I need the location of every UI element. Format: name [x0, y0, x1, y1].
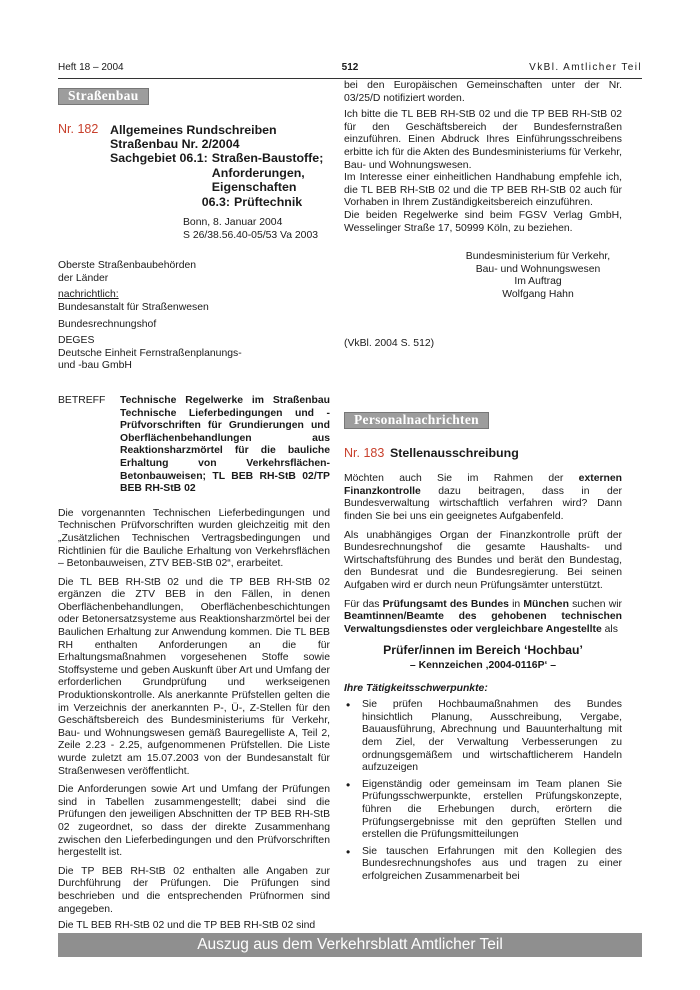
recipients — [58, 260, 330, 373]
signature-line: Wolfgang Hahn — [502, 288, 574, 300]
body-text — [58, 508, 330, 933]
running-header — [58, 62, 642, 76]
date-reference — [183, 217, 330, 242]
item-number: Nr. 183 — [344, 445, 385, 460]
recipient: Bundesrechnungshof — [58, 318, 157, 330]
page-number: 512 — [341, 62, 359, 73]
title-line: Straßenbau Nr. 2/2004 — [110, 137, 240, 151]
paragraph: Im Interesse einer einheitlichen Handhabung empfehle ich, die TL BEB RH-StB 02 und die TP BEB RH-StB 02 auch für Vorhaben in Ihrem Zuständigkeitsbereich einzuführen. — [344, 172, 622, 209]
title-line: Allgemeines Rundschreiben — [110, 122, 277, 137]
signature-line: Im Auftrag — [514, 276, 562, 288]
subject-value: Anforderungen, — [211, 165, 305, 180]
source-reference: (VkBl. 2004 S. 512) — [344, 337, 435, 349]
header-divider — [58, 78, 642, 79]
list-item: • Eigenständig oder gemeinsam im Team planen Sie Prüfungsschwerpunkte, erstellen Prüfungskonzepte, führen die Erhebungen durch, erörtern die Prüfungsergebnisse mit den geprüften Stellen und erstellen die Prüfungsmitteilungen — [344, 779, 622, 842]
left-column — [58, 88, 330, 933]
paragraph: Die vorgenannten Technischen Lieferbedingungen und Technischen Prüfvorschriften wurden gleichzeitig mit den „Zusätzlichen Technischen Vertragsbedingungen und Richtlinien für die Bauliche Erhaltung von Verkehrsflächen – Betonbauweisen, ZTV BEB-StB 02“, erarbeitet. — [58, 507, 330, 570]
item-header — [344, 447, 622, 460]
file-reference: S 26/38.56.40-05/53 Va 2003 — [183, 229, 318, 241]
item-title — [110, 123, 323, 209]
subject-key: 06.3: — [201, 194, 230, 209]
paragraph: Die TL BEB RH-StB 02 und die TP BEB RH-StB 02 sind — [58, 920, 316, 932]
subject-label: BETREFF — [58, 394, 106, 406]
subject-values — [208, 151, 324, 194]
text-span: in — [508, 598, 524, 610]
subject-value: Straßen-Baustoffe; — [211, 151, 324, 166]
section-heading-strassenbau: Straßenbau — [58, 88, 149, 105]
subject-block — [58, 395, 330, 496]
subject-text: Technische Regelwerke im Straßenbau Technische Lieferbedingungen und -Prüfvorschriften für Grundierungen und Oberflächenbehandlungen aus Reaktionsharzmörtel für die bauliche Erhaltung von Verkehrsflächen-Betonbauweisen; TL BEB RH-StB 02/TP BEB RH-StB 02 — [120, 394, 330, 495]
paragraph: bei den Europäischen Gemeinschaften unter der Nr. 03/25/D notifiziert worden. — [344, 80, 622, 104]
recipient: Bundesanstalt für Straßenwesen — [58, 302, 209, 313]
right-column — [344, 80, 622, 888]
date-line: Bonn, 8. Januar 2004 — [183, 217, 283, 229]
item-number: Nr. 182 — [58, 121, 99, 136]
text-bold: Beamtinnen/Beamte des gehobenen technischen Verwaltungsdienstes oder vergleichbare Angestellte — [344, 611, 622, 635]
text-span: Für das — [344, 598, 383, 610]
text-span: suchen wir — [568, 598, 622, 610]
item-title: Stellenausschreibung — [390, 445, 519, 460]
recipient: Deutsche Einheit Fernstraßenplanungs- — [58, 347, 242, 359]
text-bold: Prüfungsamt des Bundes — [382, 598, 509, 610]
cc-label: nachrichtlich: — [58, 289, 119, 301]
signature-block — [454, 251, 622, 301]
recipient: Oberste Straßenbaubehörden — [58, 260, 197, 272]
paragraph: Als unabhängiges Organ der Finanzkontrolle prüft der Bundesrechnungshof die gesamte Haushalts- und Wirtschaftsführung des Bundes und berät den Bundestag, den Bundesrat und die Bundesregierung. Bei seinen Aufgaben wird er durch neun Prüfungsämter unterstützt. — [344, 529, 622, 592]
subject-value: Prüftechnik — [234, 194, 303, 209]
paragraph — [344, 599, 622, 637]
paragraph: Die Anforderungen sowie Art und Umfang der Prüfungen sind in Tabellen zusammengestellt; dabei sind die Prüfungen den jeweiligen Abschnitten der TP BEB RH-StB 02 zugeordnet, so dass der direkte Zusammenhang zwischen den Lieferbedingungen und den Prüfvorschriften hergestellt ist. — [58, 784, 330, 859]
paragraph — [344, 473, 622, 523]
signature-line: Bau- und Wohnungswesen — [475, 263, 601, 275]
job-code: – Kennzeichen ‚2004-0116P‘ – — [409, 660, 557, 671]
paragraph: Ich bitte die TL BEB RH-StB 02 und die TP BEB RH-StB 02 für den Geschäftsbereich der Bundesfernstraßen einzuführen. Einen Abdruck Ihres Einführungsschreibens erbitte ich für die Akten des Bundesministeriums für Verkehr, Bau- und Wohnungswesen. — [344, 109, 622, 171]
list-item: • Sie prüfen Hochbaumaßnahmen des Bundes hinsichtlich Planung, Ausschreibung, Vergabe, Bauausführung, Abrechnung und Bauunterhaltung mit dem Ziel, der Verwaltung Verbesserungen zu ordnungsgemäßem und wirtschaftlicherem Handeln aufzuzeigen — [344, 699, 622, 775]
list-item: • Sie tauschen Erfahrungen mit den Kollegien des Bundesrechnungshofes aus und tragen zu einer erfolgreichen Zusammenarbeit bei — [344, 846, 622, 884]
subject-area — [110, 151, 323, 194]
issue-number: Heft 18 – 2004 — [58, 62, 124, 73]
paragraph: Die TP BEB RH-StB 02 enthalten alle Angaben zur Durchführung der Prüfungen. Die Prüfungen sind beschrieben und die entsprechenden Prüfnormen sind angegeben. — [58, 865, 330, 915]
text-bold: München — [523, 598, 569, 610]
recipient: DEGES — [58, 335, 95, 347]
item-header — [58, 123, 330, 209]
recipient: der Länder — [58, 272, 109, 284]
subject-value: Eigenschaften — [211, 180, 297, 195]
text-span: dazu beitragen, dass in der Bundesverwaltung wirtschaftlich verfahren wird? Dann finden Sie bei uns ein geeignetes Aufgabenfeld. — [344, 485, 622, 523]
publication-name: VkBl. Amtlicher Teil — [529, 62, 642, 73]
signature-line: Bundesministerium für Verkehr, — [465, 251, 611, 263]
paragraph: Die beiden Regelwerke sind beim FGSV Verlag GmbH, Wesselinger Straße 17, 50999 Köln, zu beziehen. — [344, 209, 622, 234]
recipient: und -bau GmbH — [58, 360, 132, 372]
subject-area-2 — [110, 195, 323, 209]
text-span: als — [601, 623, 618, 635]
task-list — [344, 699, 622, 883]
paragraph: Die TL BEB RH-StB 02 und die TP BEB RH-StB 02 ergänzen die ZTV BEB in den Fällen, in denen Oberflächenbehandlungen, Oberflächenbeschichtungen oder Betonersatzsysteme aus Reaktionsharzmörtel bei der Baulichen Erhaltung zur Anwendung kommen. Die TL BEB RH enthalten Anforderungen an die für Erhaltungsmaßnahmen vorgesehenen Stoffe sowie Stoffsysteme und geben Auskunft über Art und Umfang der erforderlichen Grundprüfung und werkseigenen Produktionskontrolle. Als anerkannte Prüfstellen gelten die im Verzeichnis der anerkannten P-, Ü-, Z-Stellen für den Geschäftsbereich des Bundesministeriums für Verkehr, Bau- und Wohnungswesen gemäß Bauregelliste A, Teil 2, Zeile 2.23 - 2.25, aufgenommenen Prüfstellen. Die Liste wurde zuletzt am 15.07.2003 von der Bundesanstalt für Straßenwesen veröffentlicht. — [58, 576, 330, 777]
subject-key: Sachgebiet 06.1: — [110, 151, 208, 166]
section-heading-personalnachrichten: Personalnachrichten — [344, 412, 489, 429]
job-title: Prüfer/innen im Bereich ‘Hochbau’ — [383, 643, 583, 658]
text-bold: externen Finanzkontrolle — [344, 473, 622, 497]
tasks-heading: Ihre Tätigkeitsschwerpunkte: — [344, 682, 488, 694]
footer-banner: Auszug aus dem Verkehrsblatt Amtlicher Teil — [58, 933, 642, 957]
text-span: Möchten auch Sie im Rahmen der — [344, 473, 579, 485]
